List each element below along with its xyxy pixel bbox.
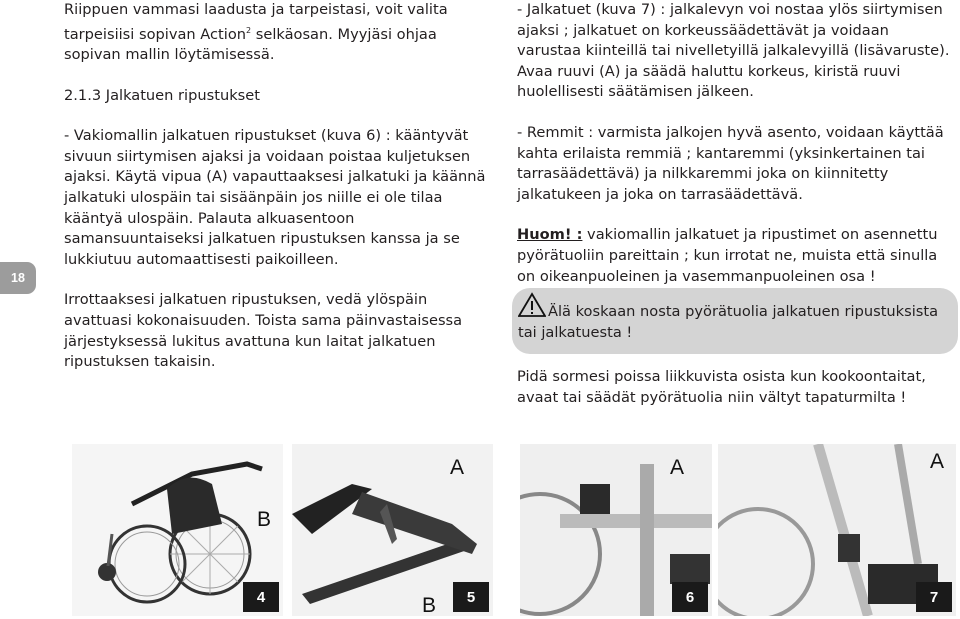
page-number: 18 bbox=[11, 271, 25, 285]
figure-6-photo bbox=[520, 444, 712, 616]
callout-a: A bbox=[670, 456, 685, 479]
note-paragraph bbox=[517, 225, 955, 287]
figure-7-number: 7 bbox=[916, 582, 952, 612]
left-column bbox=[64, 0, 494, 373]
finger-safety-text: Pidä sormesi poissa liikkuvista osista kun kookoontaitat, avaat tai säädät pyörätuolia niin vältyt tapaturmilta ! bbox=[517, 368, 926, 406]
figure-4-photo bbox=[72, 444, 283, 616]
figure-5-number: 5 bbox=[453, 582, 489, 612]
intro-text-3: selkäosan. Myyjäsi ohjaa sopivan mallin löytämisessä. bbox=[64, 25, 437, 64]
note-label: Huom! : bbox=[517, 226, 583, 244]
figure-5-photo bbox=[292, 444, 493, 616]
intro-superscript: 2 bbox=[246, 25, 252, 35]
callout-b: B bbox=[257, 508, 272, 531]
note-text: vakiomallin jalkatuet ja ripustimet on asennettu pyörätuoliin pareittain ; kun irrotat ne, muista että sinulla on oikeanpuoleinen ja vasemmanpuoleinen osa ! bbox=[517, 226, 938, 285]
legrest-paragraph: - Vakiomallin jalkatuen ripustukset (kuva 6) : kääntyvät sivuun siirtymisen ajaksi ja voidaan poistaa kuljetuksen ajaksi. Käytä vipua (A) vapauttaaksesi jalkatuki ja käännä jalkatuki ulospäin tai sisäänpäin jos niille ei ole tilaa kääntyä ulospäin. Palauta alkuasentoon samansuuntaiseksi jalkatuen ripustuksen kanssa ja se lukkiutuu automaattisesti paikoilleen. bbox=[64, 127, 486, 268]
straps-paragraph: - Remmit : varmista jalkojen hyvä asento, voidaan käyttää kahta erilaista remmiä ; kantaremmi (yksinkertainen tai tarrasäädettävä) ja nilkkaremmi joka on kiinnitetty jalkatukeen ja joka on tarrasäädettävä. bbox=[517, 123, 944, 203]
figure-7-photo bbox=[718, 444, 956, 616]
callout-a: A bbox=[450, 456, 465, 479]
intro-text-1: Riippuen vammasi laadusta ja tarpeistasi, voit valita tarpeisiisi bbox=[64, 1, 448, 43]
warning-text: Älä koskaan nosta pyörätuolia jalkatuen ripustuksista tai jalkatuesta ! bbox=[518, 303, 939, 341]
footrest-paragraph: - Jalkatuet (kuva 7) : jalkalevyn voi nostaa ylös siirtymisen ajaksi ; jalkatuet on korkeussäädettävät ja voidaan varustaa kiinteillä tai nivelletyillä jalkalevyillä (lisävaruste). Avaa ruuvi (A) ja säädä haluttu korkeus, kiristä ruuvi huolellisesti säätämisen jälkeen. bbox=[517, 1, 950, 101]
page-number-tab bbox=[0, 262, 36, 294]
intro-text-2: sopivan Action bbox=[138, 25, 247, 43]
right-column bbox=[517, 0, 955, 287]
warning-box bbox=[512, 288, 958, 354]
intro-paragraph bbox=[64, 0, 494, 66]
removal-paragraph: Irrottaaksesi jalkatuen ripustuksen, vedä ylöspäin avattuasi kokonaisuuden. Toista sama päinvastaisessa järjestyksessä lukitus avattuna kun laitat jalkatuen ripustuksen takaisin. bbox=[64, 291, 463, 371]
figure-4-number: 4 bbox=[243, 582, 279, 612]
section-heading: 2.1.3 Jalkatuen ripustukset bbox=[64, 86, 260, 104]
callout-b: B bbox=[422, 594, 437, 616]
callout-a: A bbox=[930, 450, 945, 473]
figure-6-number: 6 bbox=[672, 582, 708, 612]
